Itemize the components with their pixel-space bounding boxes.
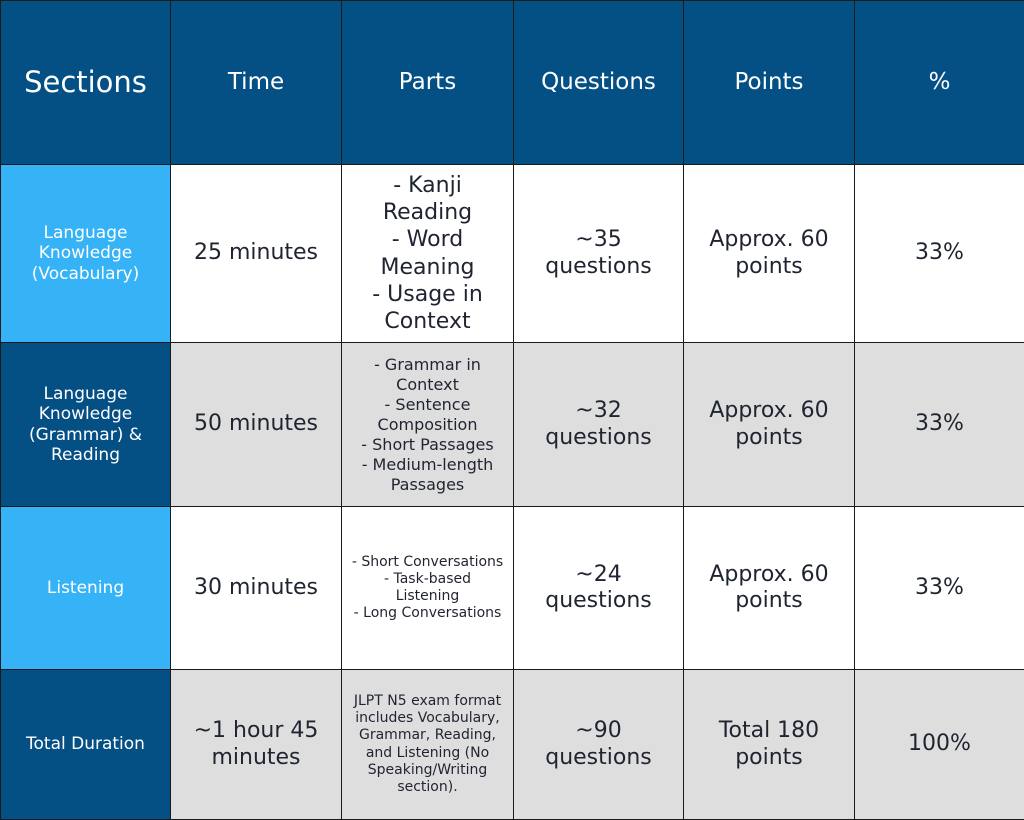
questions-cell: ~24 questions xyxy=(514,507,684,670)
header-row xyxy=(1,1,1024,165)
section-cell: Language Knowledge (Vocabulary) xyxy=(1,165,171,343)
percent-cell: 33% xyxy=(855,507,1024,670)
time-cell: 50 minutes xyxy=(171,343,342,507)
points-cell: Approx. 60 points xyxy=(684,343,855,507)
header-percent: % xyxy=(855,1,1024,165)
parts-cell: - Short Conversations - Task-based Listening - Long Conversations xyxy=(342,507,514,670)
time-cell: ~1 hour 45 minutes xyxy=(171,670,342,820)
section-cell: Language Knowledge (Grammar) & Reading xyxy=(1,343,171,507)
time-cell: 25 minutes xyxy=(171,165,342,343)
table-row xyxy=(1,165,1024,343)
parts-cell: - Kanji Reading - Word Meaning - Usage in Context xyxy=(342,165,514,343)
header-points: Points xyxy=(684,1,855,165)
questions-cell: ~32 questions xyxy=(514,343,684,507)
points-cell: Approx. 60 points xyxy=(684,507,855,670)
section-cell: Total Duration xyxy=(1,670,171,820)
percent-cell: 100% xyxy=(855,670,1024,820)
points-cell: Total 180 points xyxy=(684,670,855,820)
percent-cell: 33% xyxy=(855,165,1024,343)
table-row xyxy=(1,343,1024,507)
header-time: Time xyxy=(171,1,342,165)
parts-cell: JLPT N5 exam format includes Vocabulary, Grammar, Reading, and Listening (No Speaking/Writing section). xyxy=(342,670,514,820)
parts-cell: - Grammar in Context - Sentence Composition - Short Passages - Medium-length Passages xyxy=(342,343,514,507)
section-cell: Listening xyxy=(1,507,171,670)
header-questions: Questions xyxy=(514,1,684,165)
table-row xyxy=(1,507,1024,670)
questions-cell: ~35 questions xyxy=(514,165,684,343)
table-row xyxy=(1,670,1024,820)
points-cell: Approx. 60 points xyxy=(684,165,855,343)
questions-cell: ~90 questions xyxy=(514,670,684,820)
percent-cell: 33% xyxy=(855,343,1024,507)
header-parts: Parts xyxy=(342,1,514,165)
time-cell: 30 minutes xyxy=(171,507,342,670)
header-sections: Sections xyxy=(1,1,171,165)
